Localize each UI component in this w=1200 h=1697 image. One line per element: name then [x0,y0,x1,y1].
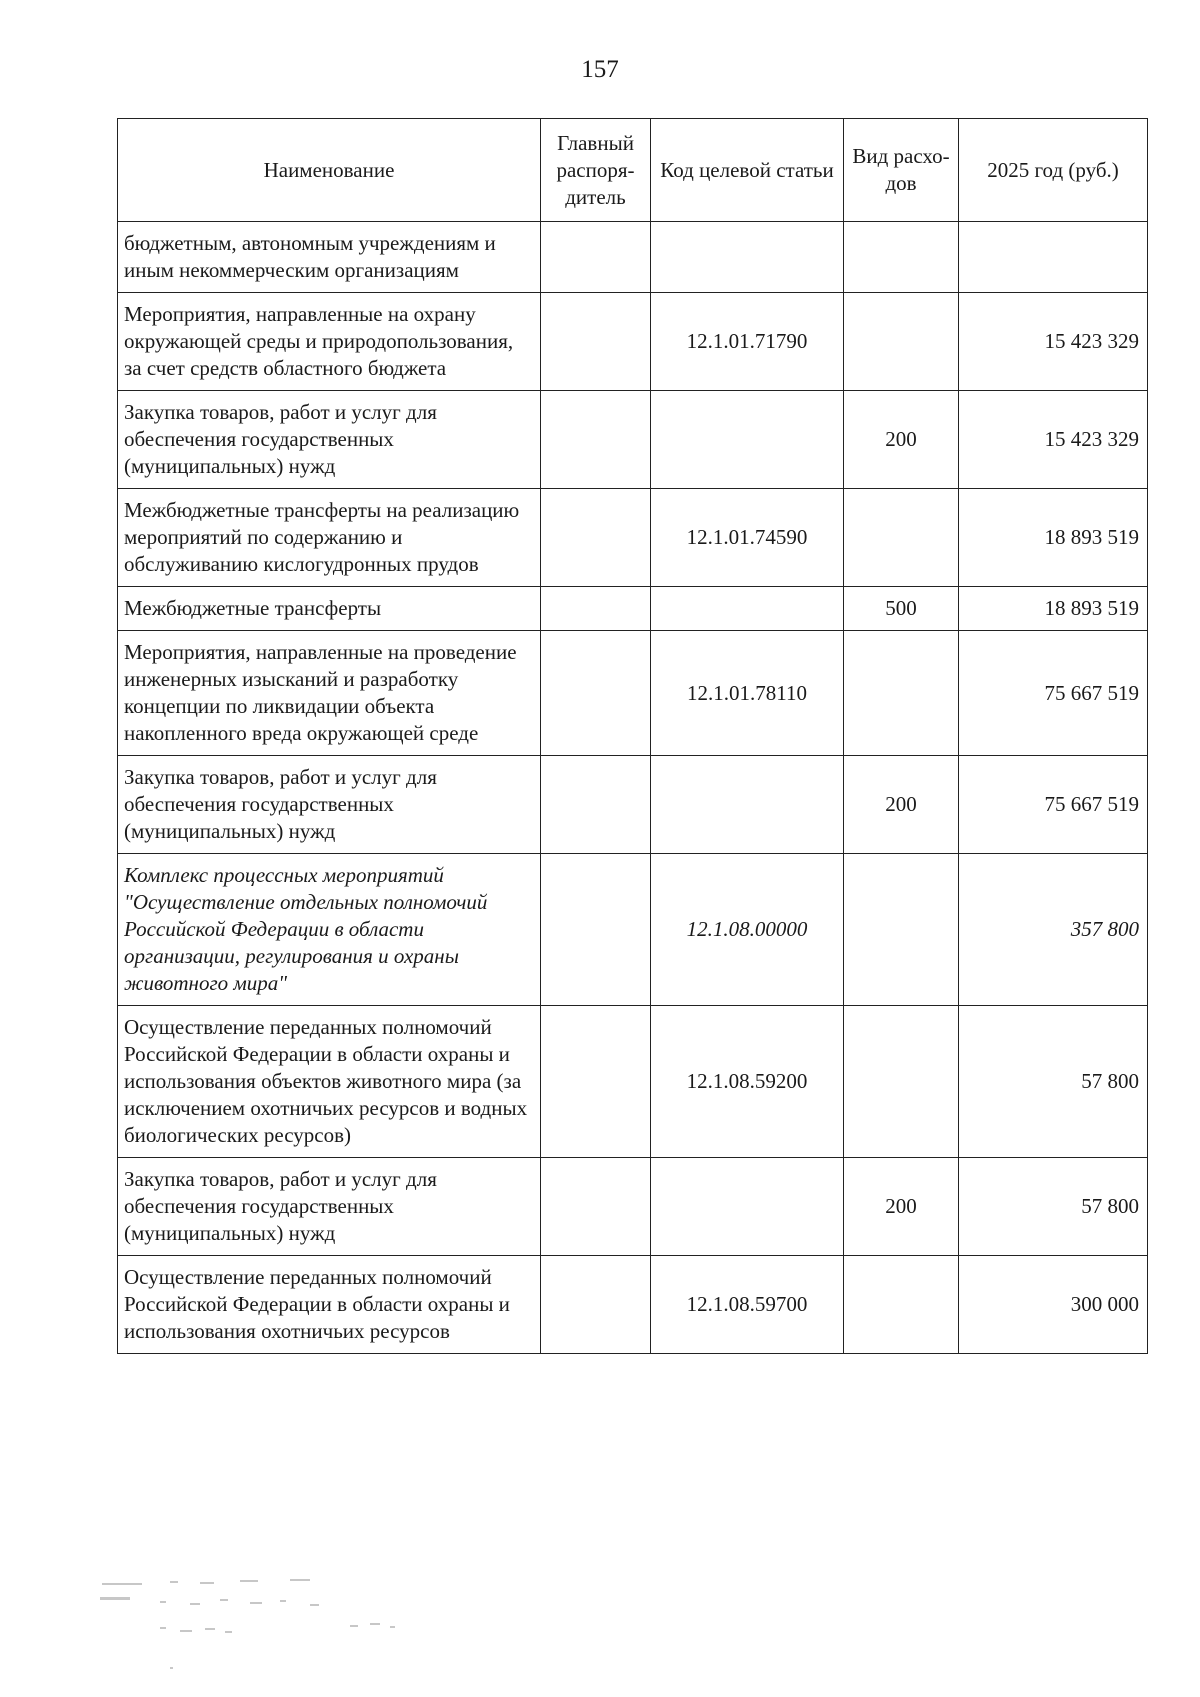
header-name: Наименование [118,119,541,222]
cell-code [651,222,844,293]
cell-kind [844,222,959,293]
cell-code: 12.1.01.78110 [651,631,844,756]
table-row [118,854,1148,1006]
table-header-row [118,119,1148,222]
cell-name: Межбюджетные трансферты на реализацию мероприятий по содержанию и обслуживанию кислогудронных прудов [118,489,541,587]
cell-name: Закупка товаров, работ и услуг для обеспечения государственных (муниципальных) нужд [118,1158,541,1256]
cell-code [651,756,844,854]
cell-manager [541,756,651,854]
cell-manager [541,222,651,293]
cell-amount: 18 893 519 [959,489,1148,587]
cell-name: Осуществление переданных полномочий Российской Федерации в области охраны и использования объектов животного мира (за исключением охотничьих ресурсов и водных биологических ресурсов) [118,1006,541,1158]
cell-kind: 200 [844,756,959,854]
header-code: Код целевой статьи [651,119,844,222]
cell-manager [541,587,651,631]
table-row [118,489,1148,587]
header-manager: Главный распоря-дитель [541,119,651,222]
cell-manager [541,391,651,489]
cell-code [651,391,844,489]
cell-amount: 75 667 519 [959,756,1148,854]
cell-code: 12.1.08.00000 [651,854,844,1006]
cell-amount: 18 893 519 [959,587,1148,631]
table-row [118,293,1148,391]
cell-code: 12.1.01.74590 [651,489,844,587]
header-kind: Вид расхо-дов [844,119,959,222]
cell-kind [844,489,959,587]
cell-name: Мероприятия, направленные на проведение инженерных изысканий и разработку концепции по ликвидации объекта накопленного вреда окружающей среде [118,631,541,756]
header-amount: 2025 год (руб.) [959,119,1148,222]
cell-name: бюджетным, автономным учреждениям и иным некоммерческим организациям [118,222,541,293]
cell-kind: 500 [844,587,959,631]
table-row [118,222,1148,293]
cell-manager [541,489,651,587]
cell-kind [844,293,959,391]
cell-code: 12.1.01.71790 [651,293,844,391]
cell-amount [959,222,1148,293]
cell-code: 12.1.08.59200 [651,1006,844,1158]
cell-kind [844,631,959,756]
cell-manager [541,293,651,391]
cell-name: Межбюджетные трансферты [118,587,541,631]
cell-code [651,1158,844,1256]
cell-amount: 57 800 [959,1006,1148,1158]
cell-kind [844,1256,959,1354]
cell-amount: 57 800 [959,1158,1148,1256]
cell-kind [844,854,959,1006]
cell-manager [541,1256,651,1354]
table-row [118,587,1148,631]
cell-name: Закупка товаров, работ и услуг для обеспечения государственных (муниципальных) нужд [118,756,541,854]
table-row [118,1158,1148,1256]
table-row [118,1006,1148,1158]
cell-amount: 15 423 329 [959,391,1148,489]
cell-manager [541,1006,651,1158]
cell-manager [541,854,651,1006]
cell-manager [541,631,651,756]
budget-table [117,118,1148,1354]
cell-name: Закупка товаров, работ и услуг для обеспечения государственных (муниципальных) нужд [118,391,541,489]
table-row [118,756,1148,854]
cell-manager [541,1158,651,1256]
cell-name: Мероприятия, направленные на охрану окружающей среды и природопользования, за счет средств областного бюджета [118,293,541,391]
scan-noise-marks [100,1575,460,1685]
cell-kind: 200 [844,391,959,489]
cell-amount: 15 423 329 [959,293,1148,391]
page-number: 157 [581,56,619,83]
cell-name: Комплекс процессных мероприятий "Осуществление отдельных полномочий Российской Федерации в области организации, регулирования и охраны животного мира" [118,854,541,1006]
table-row [118,631,1148,756]
cell-code: 12.1.08.59700 [651,1256,844,1354]
cell-name: Осуществление переданных полномочий Российской Федерации в области охраны и использования охотничьих ресурсов [118,1256,541,1354]
cell-code [651,587,844,631]
cell-amount: 357 800 [959,854,1148,1006]
cell-kind [844,1006,959,1158]
cell-amount: 300 000 [959,1256,1148,1354]
table-row [118,391,1148,489]
cell-kind: 200 [844,1158,959,1256]
cell-amount: 75 667 519 [959,631,1148,756]
table-row [118,1256,1148,1354]
